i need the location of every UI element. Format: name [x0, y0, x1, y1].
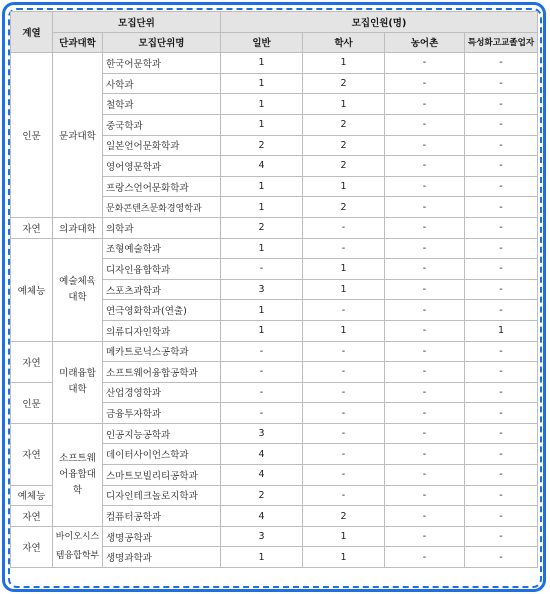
general-cell: - — [221, 403, 303, 424]
special-cell: - — [465, 444, 538, 465]
unit-name-cell: 금융투자학과 — [103, 403, 221, 424]
bachelor-cell: 1 — [303, 53, 385, 74]
unit-name-cell: 디자인테크놀로지학과 — [103, 485, 221, 506]
rural-cell: - — [385, 547, 465, 568]
special-cell: - — [465, 217, 538, 238]
table-row — [11, 341, 538, 362]
group-cell: 자연 — [11, 217, 53, 238]
special-cell: - — [465, 156, 538, 177]
college-cell: 문과대학 — [53, 53, 103, 218]
bachelor-cell: - — [303, 465, 385, 486]
special-cell: - — [465, 176, 538, 197]
unit-name-cell: 컴퓨터공학과 — [103, 506, 221, 527]
rural-cell: - — [385, 156, 465, 177]
special-cell: - — [465, 135, 538, 156]
special-cell: - — [465, 197, 538, 218]
special-cell: - — [465, 382, 538, 403]
bachelor-cell: - — [303, 382, 385, 403]
header-mojip-danwi: 모집단위 — [53, 12, 221, 33]
special-cell: - — [465, 362, 538, 383]
unit-name-cell: 일본언어문화학과 — [103, 135, 221, 156]
college-cell: 바이오시스템융합학부 — [53, 526, 103, 567]
general-cell: 4 — [221, 156, 303, 177]
bachelor-cell: 1 — [303, 526, 385, 547]
rural-cell: - — [385, 259, 465, 280]
group-cell: 예체능 — [11, 485, 53, 506]
rural-cell: - — [385, 423, 465, 444]
bachelor-cell: 2 — [303, 114, 385, 135]
rural-cell: - — [385, 444, 465, 465]
header-row-1 — [11, 12, 538, 33]
unit-name-cell: 문화콘텐츠문화경영학과 — [103, 197, 221, 218]
bachelor-cell: 2 — [303, 73, 385, 94]
special-cell: - — [465, 547, 538, 568]
special-cell: - — [465, 526, 538, 547]
special-cell: - — [465, 485, 538, 506]
group-cell: 자연 — [11, 341, 53, 382]
header-bachelor: 학사 — [303, 32, 385, 53]
unit-name-cell: 의류디자인학과 — [103, 320, 221, 341]
group-cell: 자연 — [11, 423, 53, 485]
bachelor-cell: 2 — [303, 197, 385, 218]
header-general: 일반 — [221, 32, 303, 53]
bachelor-cell: 2 — [303, 506, 385, 527]
special-cell: - — [465, 506, 538, 527]
special-cell: - — [465, 403, 538, 424]
general-cell: 2 — [221, 485, 303, 506]
unit-name-cell: 산업경영학과 — [103, 382, 221, 403]
rural-cell: - — [385, 526, 465, 547]
general-cell: 1 — [221, 176, 303, 197]
bachelor-cell: 1 — [303, 547, 385, 568]
college-cell: 의과대학 — [53, 217, 103, 238]
special-cell: - — [465, 114, 538, 135]
table-row — [11, 423, 538, 444]
rural-cell: - — [385, 135, 465, 156]
unit-name-cell: 프랑스언어문화학과 — [103, 176, 221, 197]
bachelor-cell: 2 — [303, 135, 385, 156]
rural-cell: - — [385, 73, 465, 94]
unit-name-cell: 메카트로닉스공학과 — [103, 341, 221, 362]
general-cell: 4 — [221, 444, 303, 465]
unit-name-cell: 스포츠과학과 — [103, 279, 221, 300]
general-cell: 1 — [221, 197, 303, 218]
special-cell: - — [465, 73, 538, 94]
rural-cell: - — [385, 217, 465, 238]
unit-name-cell: 조형예술학과 — [103, 238, 221, 259]
header-unit-name: 모집단위명 — [103, 32, 221, 53]
special-cell: - — [465, 300, 538, 321]
general-cell: 1 — [221, 547, 303, 568]
bachelor-cell: 1 — [303, 176, 385, 197]
college-cell: 예술체육대학 — [53, 238, 103, 341]
bachelor-cell: 1 — [303, 320, 385, 341]
general-cell: 1 — [221, 238, 303, 259]
header-college: 단과대학 — [53, 32, 103, 53]
general-cell: 1 — [221, 94, 303, 115]
general-cell: - — [221, 382, 303, 403]
general-cell: 2 — [221, 217, 303, 238]
special-cell: 1 — [465, 320, 538, 341]
rural-cell: - — [385, 197, 465, 218]
college-cell: 소프트웨어융합대학 — [53, 423, 103, 526]
unit-name-cell: 한국어문학과 — [103, 53, 221, 74]
rural-cell: - — [385, 403, 465, 424]
general-cell: 4 — [221, 506, 303, 527]
college-cell: 미래융합대학 — [53, 341, 103, 423]
rural-cell: - — [385, 506, 465, 527]
general-cell: 3 — [221, 423, 303, 444]
admission-quota-table — [10, 11, 538, 568]
special-cell: - — [465, 259, 538, 280]
rural-cell: - — [385, 94, 465, 115]
special-cell: - — [465, 238, 538, 259]
unit-name-cell: 의학과 — [103, 217, 221, 238]
rural-cell: - — [385, 485, 465, 506]
rural-cell: - — [385, 465, 465, 486]
unit-name-cell: 생명공학과 — [103, 526, 221, 547]
unit-name-cell: 생명과학과 — [103, 547, 221, 568]
rural-cell: - — [385, 341, 465, 362]
unit-name-cell: 철학과 — [103, 94, 221, 115]
bachelor-cell: 1 — [303, 94, 385, 115]
unit-name-cell: 영어영문학과 — [103, 156, 221, 177]
group-cell: 인문 — [11, 382, 53, 423]
rural-cell: - — [385, 238, 465, 259]
unit-name-cell: 사학과 — [103, 73, 221, 94]
table-row — [11, 238, 538, 259]
general-cell: 1 — [221, 320, 303, 341]
bachelor-cell: 2 — [303, 156, 385, 177]
general-cell: 3 — [221, 526, 303, 547]
general-cell: - — [221, 362, 303, 383]
bachelor-cell: - — [303, 403, 385, 424]
table-row — [11, 217, 538, 238]
group-cell: 자연 — [11, 526, 53, 567]
rural-cell: - — [385, 53, 465, 74]
unit-name-cell: 디자인융합학과 — [103, 259, 221, 280]
unit-name-cell: 중국학과 — [103, 114, 221, 135]
unit-name-cell: 연극영화학과(연출) — [103, 300, 221, 321]
header-gyeyeol: 계열 — [11, 12, 53, 53]
header-mojip-inwon: 모집인원(명) — [221, 12, 538, 33]
general-cell: 3 — [221, 279, 303, 300]
rural-cell: - — [385, 320, 465, 341]
special-cell: - — [465, 279, 538, 300]
bachelor-cell: - — [303, 341, 385, 362]
group-cell: 예체능 — [11, 238, 53, 341]
special-cell: - — [465, 94, 538, 115]
rural-cell: - — [385, 362, 465, 383]
table-row — [11, 53, 538, 74]
table-row — [11, 526, 538, 547]
general-cell: 2 — [221, 135, 303, 156]
rural-cell: - — [385, 300, 465, 321]
bachelor-cell: - — [303, 217, 385, 238]
bachelor-cell: - — [303, 444, 385, 465]
bachelor-cell: 1 — [303, 259, 385, 280]
unit-name-cell: 데이터사이언스학과 — [103, 444, 221, 465]
bachelor-cell: - — [303, 423, 385, 444]
unit-name-cell: 소프트웨어융합공학과 — [103, 362, 221, 383]
header-row-2 — [11, 32, 538, 53]
special-cell: - — [465, 53, 538, 74]
general-cell: - — [221, 259, 303, 280]
special-cell: - — [465, 465, 538, 486]
rural-cell: - — [385, 176, 465, 197]
unit-name-cell: 스마트모빌리티공학과 — [103, 465, 221, 486]
bachelor-cell: - — [303, 362, 385, 383]
unit-name-cell: 인공지능공학과 — [103, 423, 221, 444]
rural-cell: - — [385, 114, 465, 135]
general-cell: 1 — [221, 53, 303, 74]
special-cell: - — [465, 341, 538, 362]
general-cell: 1 — [221, 114, 303, 135]
group-cell: 인문 — [11, 53, 53, 218]
general-cell: - — [221, 341, 303, 362]
bachelor-cell: - — [303, 300, 385, 321]
general-cell: 1 — [221, 300, 303, 321]
header-rural: 농어촌 — [385, 32, 465, 53]
bachelor-cell: - — [303, 238, 385, 259]
rural-cell: - — [385, 279, 465, 300]
rural-cell: - — [385, 382, 465, 403]
bachelor-cell: 1 — [303, 279, 385, 300]
general-cell: 1 — [221, 73, 303, 94]
group-cell: 자연 — [11, 506, 53, 527]
header-specialized: 특성화고교졸업자 — [465, 32, 538, 53]
bachelor-cell: - — [303, 485, 385, 506]
general-cell: 4 — [221, 465, 303, 486]
special-cell: - — [465, 423, 538, 444]
